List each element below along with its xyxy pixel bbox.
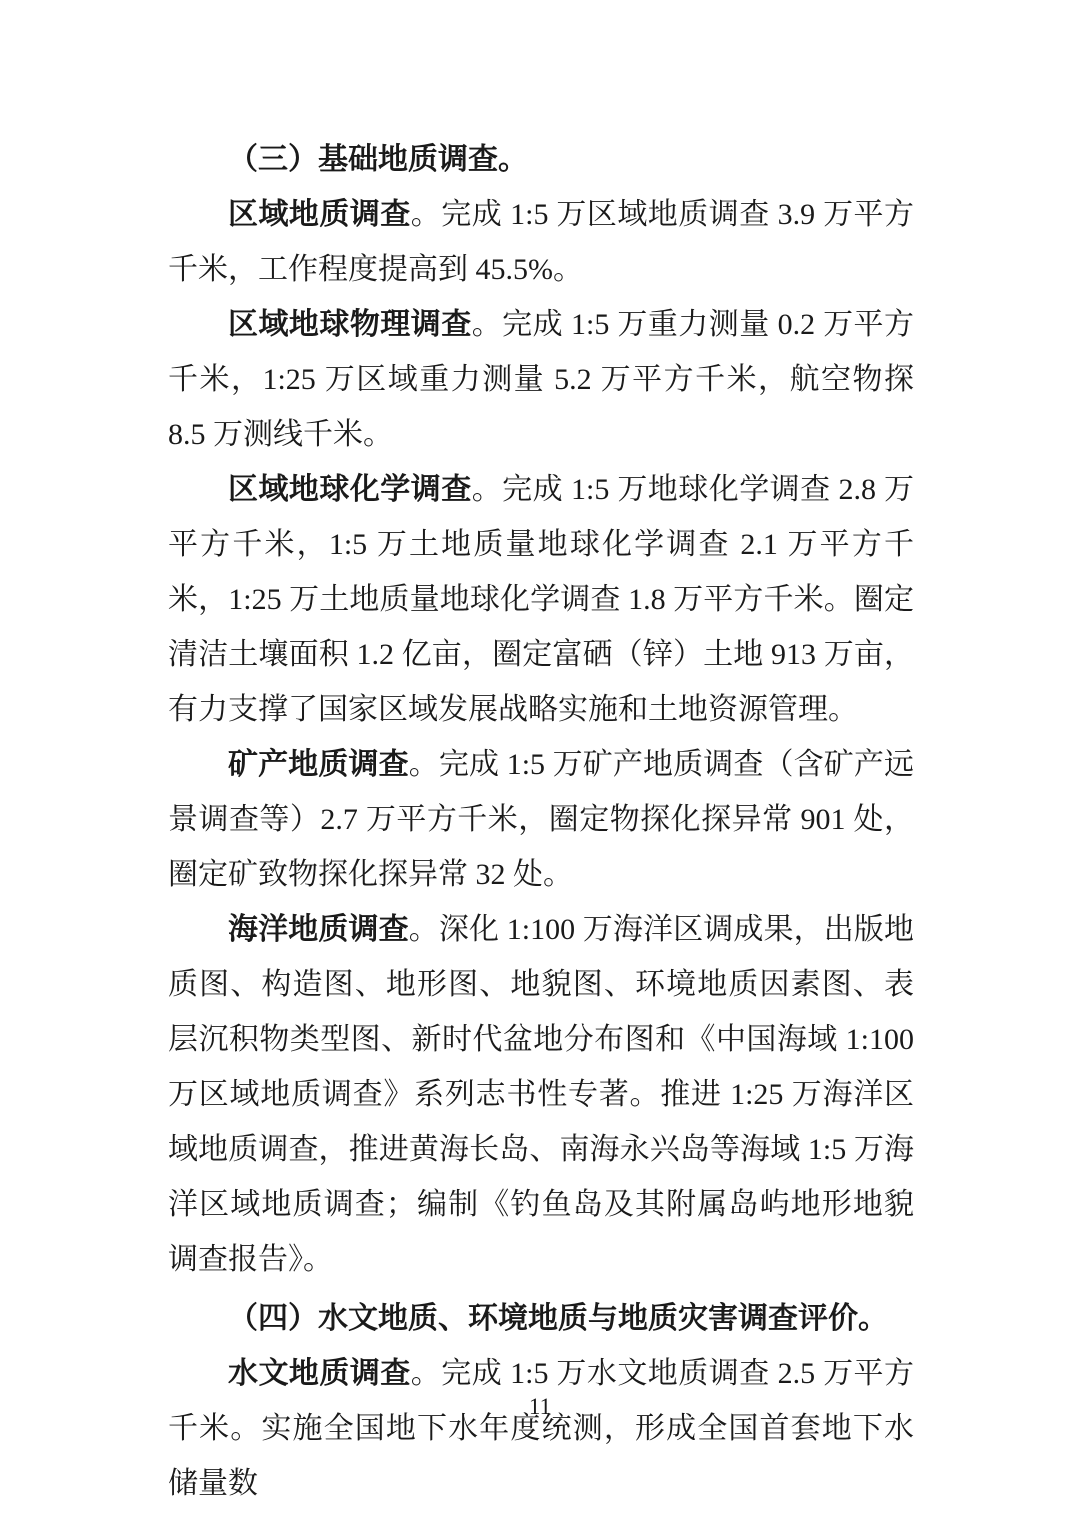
- para-regional-geophysical-survey: [168, 297, 914, 462]
- para-mineral-geological-survey-text: 。完成 1:5 万矿产地质调查（含矿产远景调查等）2.7 万平方千米，圈定物探化探异常 901 处，圈定矿致物探化探异常 32 处。: [168, 748, 915, 891]
- para-mineral-geological-survey-lead: 矿产地质调查: [228, 748, 409, 781]
- section-heading-hydrogeology-text: （四）水文地质、环境地质与地质灾害调查评价。: [228, 1302, 888, 1335]
- para-regional-geological-survey: [168, 187, 914, 297]
- para-mineral-geological-survey: [168, 737, 914, 902]
- para-regional-geological-survey-lead: 区域地质调查: [228, 198, 411, 231]
- section-heading-hydrogeology: [168, 1291, 914, 1346]
- section-heading-basic-geology: [168, 132, 914, 187]
- document-body: [168, 128, 914, 1511]
- para-regional-geochemical-survey-text: 。完成 1:5 万地球化学调查 2.8 万平方千米，1:5 万土地质量地球化学调查 2.1 万平方千米，1:25 万土地质量地球化学调查 1.8 万平方千米。圈定清洁土壤面积 1.2 亿亩，圈定富硒（锌）土地 913 万亩，有力支撑了国家区域发展战略实施和土地资源管理。: [168, 473, 915, 726]
- page-number: 11: [528, 1394, 552, 1419]
- section-heading-basic-geology-text: （三）基础地质调查。: [228, 143, 528, 176]
- para-hydrogeological-survey: [168, 1346, 914, 1511]
- para-regional-geophysical-survey-text: 。完成 1:5 万重力测量 0.2 万平方千米，1:25 万区域重力测量 5.2 万平方千米，航空物探 8.5 万测线千米。: [168, 308, 915, 451]
- para-regional-geological-survey-text: 。完成 1:5 万区域地质调查 3.9 万平方千米，工作程度提高到 45.5%。: [168, 198, 915, 286]
- para-marine-geological-survey-text: 。深化 1:100 万海洋区调成果，出版地质图、构造图、地形图、地貌图、环境地质因素图、表层沉积物类型图、新时代盆地分布图和《中国海域 1:100 万区域地质调查》系列志书性专著。推进 1:25 万海洋区域地质调查，推进黄海长岛、南海永兴岛等海域 1:5 万海洋区域地质调查；编制《钓鱼岛及其附属岛屿地形地貌调查报告》。: [168, 913, 914, 1276]
- para-marine-geological-survey: [168, 902, 914, 1287]
- para-regional-geophysical-survey-lead: 区域地球物理调查: [228, 308, 472, 341]
- para-hydrogeological-survey-lead: 水文地质调查: [228, 1357, 411, 1390]
- para-regional-geochemical-survey-lead: 区域地球化学调查: [228, 473, 472, 506]
- para-hydrogeological-survey-text: 。完成 1:5 万水文地质调查 2.5 万平方千米。实施全国地下水年度统测，形成全国首套地下水储量数: [168, 1357, 915, 1500]
- para-marine-geological-survey-lead: 海洋地质调查: [228, 913, 409, 946]
- para-regional-geochemical-survey: [168, 462, 914, 737]
